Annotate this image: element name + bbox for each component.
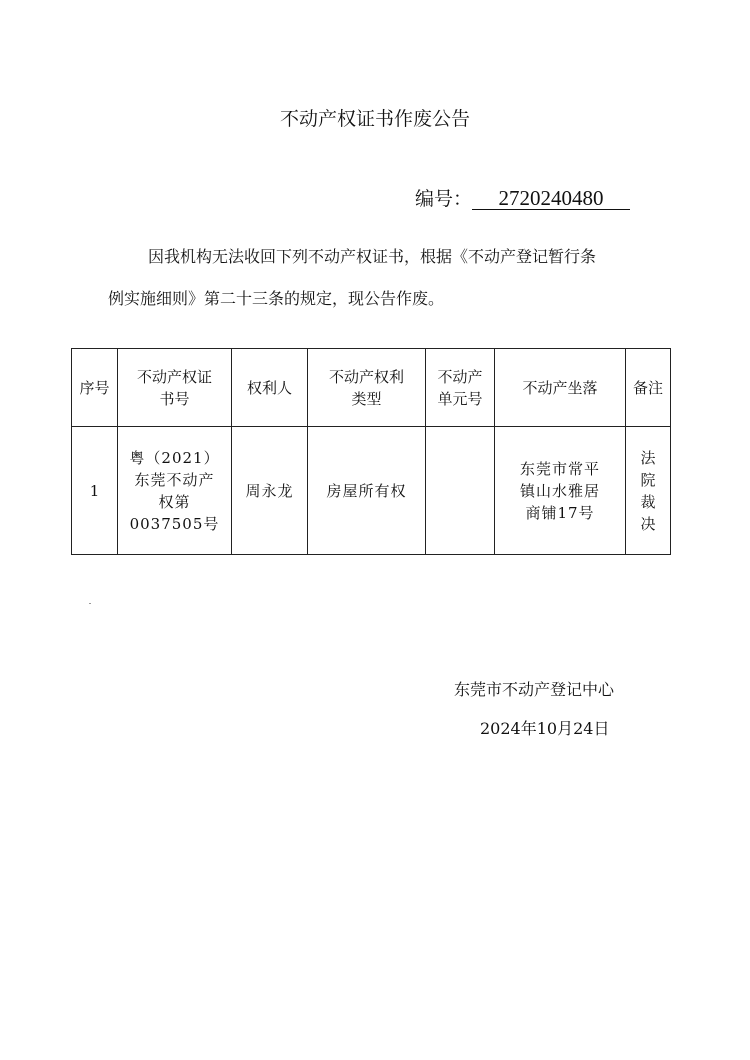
header-owner: 权利人: [232, 349, 308, 427]
row-right-type: 房屋所有权: [308, 427, 426, 555]
page-title: 不动产权证书作废公告: [279, 108, 470, 130]
table-row: [72, 427, 671, 555]
scan-speck: [89, 603, 91, 604]
header-note: 备注: [626, 349, 671, 427]
document-number-label: 编号：: [415, 188, 473, 210]
notice-line-1: 因我机构无法收回下列不动产权证书，根据《不动产登记暂行条: [148, 247, 597, 266]
header-right-type-text: 不动产权利类型: [328, 367, 404, 408]
notice-line-2: 例实施细则》第二十三条的规定，现公告作废。: [108, 289, 445, 308]
header-index: 序号: [72, 349, 118, 427]
document-number-value: 2720240480: [472, 187, 630, 210]
issue-date: 2024年10月24日: [480, 719, 610, 738]
header-right-type: [308, 349, 426, 427]
row-owner: 周永龙: [232, 427, 308, 555]
header-unit-no-text: 不动产单元号: [437, 367, 483, 408]
table-header-row: [72, 349, 671, 427]
header-cert-no-text: 不动产权证书号: [136, 367, 212, 408]
row-unit-no: [426, 427, 495, 555]
header-unit-no: [426, 349, 495, 427]
document-number: [415, 184, 630, 211]
row-index: 1: [72, 427, 118, 555]
row-note: 法 院 裁 决: [626, 427, 671, 555]
header-location: 不动产坐落: [495, 349, 626, 427]
row-cert-no: 粤（2021） 东莞不动产 权第 0037505号: [118, 427, 232, 555]
issuing-organization: 东莞市不动产登记中心: [454, 680, 615, 699]
certificate-table: [71, 348, 671, 555]
row-location: 东莞市常平 镇山水雅居 商铺17号: [495, 427, 626, 555]
header-cert-no: [118, 349, 232, 427]
